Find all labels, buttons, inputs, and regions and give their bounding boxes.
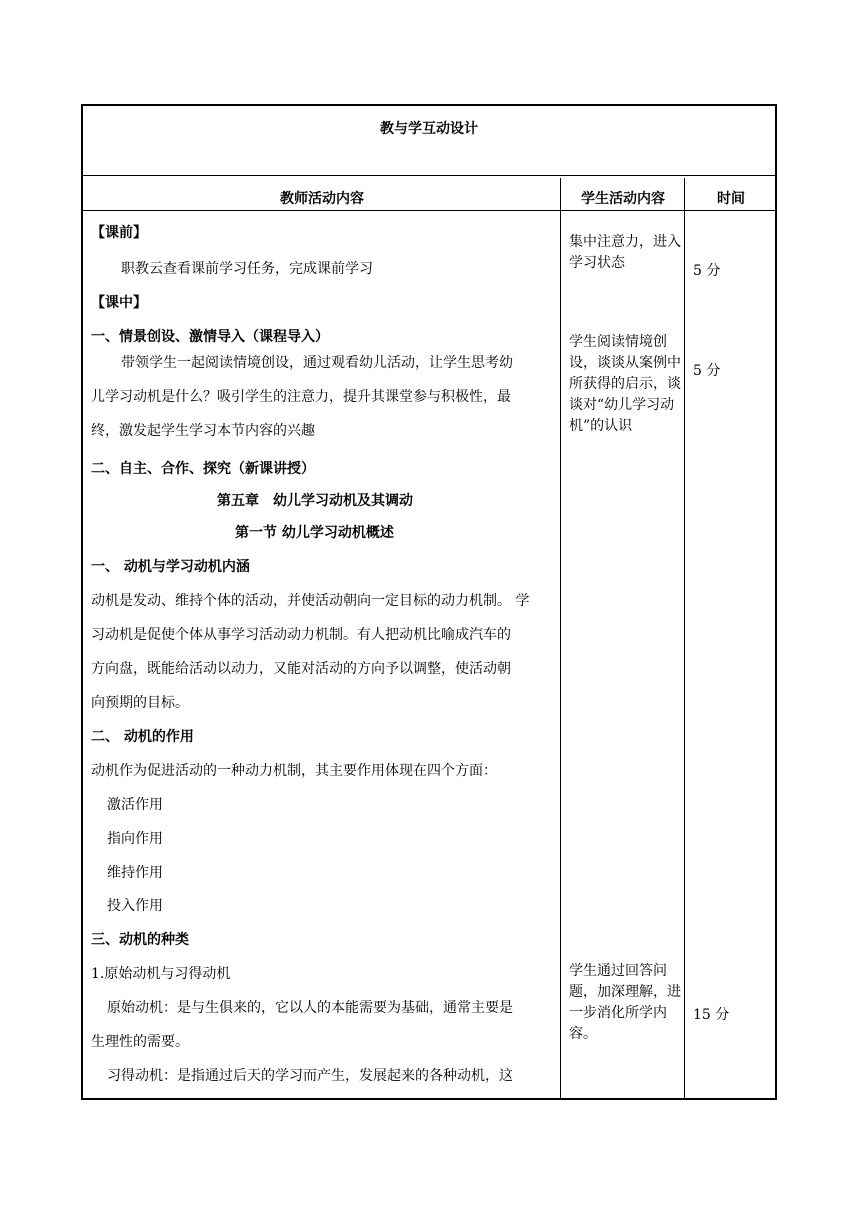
point1-line-4: 向预期的目标。 [91, 695, 189, 711]
column-divider-1 [560, 178, 561, 1098]
role-item-1: 激活作用 [107, 797, 163, 813]
role-item-3: 维持作用 [107, 865, 163, 881]
role-item-4: 投入作用 [107, 898, 163, 914]
type1-title: 1.原始动机与习得动机 [91, 966, 231, 982]
section2-heading: 二、自主、合作、探究（新课讲授） [91, 461, 315, 477]
in-class-heading: 【课中】 [91, 295, 147, 311]
point1-heading: 一、 动机与学习动机内涵 [91, 559, 250, 575]
point2-intro: 动机作为促进活动的一种动力机制，其主要作用体现在四个方面： [91, 763, 497, 779]
type1-line-1: 原始动机：是与生俱来的，它以人的本能需要为基础，通常主要是 [107, 1000, 513, 1016]
time-1: 5 分 [693, 263, 721, 279]
header-student: 学生活动内容 [581, 191, 665, 207]
lesson-title: 第一节 幼儿学习动机概述 [235, 525, 394, 541]
chapter-title: 第五章 幼儿学习动机及其调动 [217, 493, 413, 509]
pre-class-text: 职教云查看课前学习任务，完成课前学习 [121, 261, 373, 277]
table-title: 教与学互动设计 [380, 121, 478, 137]
section1-line-1: 带领学生一起阅读情境创设，通过观看幼儿活动，让学生思考幼 [121, 355, 513, 371]
student-activity-2: 学生阅读情境创设，谈谈从案例中所获得的启示，谈谈对“幼儿学习动机”的认识 [569, 334, 681, 434]
time-2: 5 分 [693, 363, 721, 379]
table-title-row [83, 106, 775, 176]
table-header-row [83, 178, 775, 211]
section1-line-3: 终，激发起学生学习本节内容的兴趣 [91, 423, 315, 439]
lesson-design-table [81, 104, 777, 1100]
pre-class-heading: 【课前】 [91, 225, 147, 241]
header-time: 时间 [717, 191, 745, 207]
point1-line-3: 方向盘，既能给活动以动力，又能对活动的方向予以调整，使活动朝 [91, 661, 511, 677]
role-item-2: 指向作用 [107, 831, 163, 847]
point3-heading: 三、动机的种类 [91, 932, 189, 948]
point1-line-2: 习动机是促使个体从事学习活动动力机制。有人把动机比喻成汽车的 [91, 627, 511, 643]
type1-line-2: 生理性的需要。 [91, 1034, 189, 1050]
section1-line-2: 儿学习动机是什么？吸引学生的注意力，提升其课堂参与积极性，最 [91, 389, 511, 405]
time-3: 15 分 [693, 1007, 730, 1023]
column-divider-2 [684, 178, 685, 1098]
section1-heading: 一、情景创设、激情导入（课程导入） [91, 329, 329, 345]
student-activity-3: 学生通过回答问题，加深理解，进一步消化所学内容。 [569, 963, 681, 1042]
header-teacher: 教师活动内容 [280, 191, 364, 207]
student-activity-1: 集中注意力，进入学习状态 [569, 234, 681, 271]
point2-heading: 二、 动机的作用 [91, 729, 194, 745]
point1-line-1: 动机是发动、维持个体的活动，并使活动朝向一定目标的动力机制。 学 [91, 593, 530, 609]
type1-line-3: 习得动机：是指通过后天的学习而产生，发展起来的各种动机，这 [107, 1068, 513, 1084]
